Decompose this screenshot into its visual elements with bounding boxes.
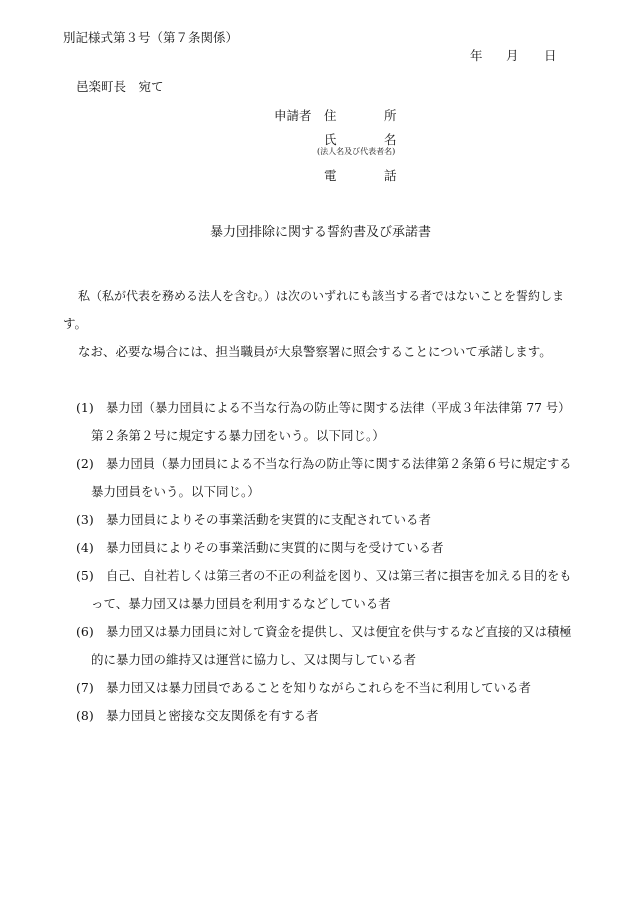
date-day-label: 日 (544, 48, 557, 63)
item-text: 暴力団員（暴力団員による不当な行為の防止等に関する法律第２条第６号に規定する (106, 457, 572, 471)
name-note: (法人名及び代表者名) (317, 147, 396, 156)
item-number: (7) (76, 680, 94, 695)
address-label-1: 住 (324, 108, 337, 123)
pledge-line-1: 私（私が代表を務める法人を含む。）は次のいずれにも該当する者ではないことを誓約しま (78, 289, 565, 303)
phone-label-1: 電 (324, 168, 337, 183)
item-number: (6) (76, 624, 94, 639)
item-text: 暴力団員によりその事業活動に実質的に関与を受けている者 (106, 540, 444, 555)
name-label-2: 名 (384, 132, 397, 147)
item-text: 暴力団員と密接な交友関係を有する者 (106, 708, 319, 723)
item-number: (5) (76, 568, 94, 583)
item-text-continued: 暴力団員をいう。以下同じ。） (91, 484, 260, 499)
document-title: 暴力団排除に関する誓約書及び承諾書 (210, 225, 432, 240)
consent-statement: なお、必要な場合には、担当職員が大泉警察署に照会することについて承諾します。 (78, 344, 552, 359)
item-text: 自己、自社若しくは第三者の不正の利益を図り、又は第三者に損害を加える目的をも (106, 569, 572, 583)
applicant-label: 申請者 (274, 108, 312, 123)
item-number: (8) (76, 708, 94, 723)
item-number: (3) (76, 512, 94, 527)
item-text-continued: 的に暴力団の維持又は運営に協力し、又は関与している者 (91, 652, 417, 667)
item-number: (1) (76, 400, 94, 415)
item-number: (2) (76, 456, 94, 471)
item-text-continued: って、暴力団又は暴力団員を利用するなどしている者 (91, 596, 391, 611)
item-number: (4) (76, 540, 94, 555)
item-text: 暴力団（暴力団員による不当な行為の防止等に関する法律（平成３年法律第 77 号） (106, 401, 571, 415)
address-label-2: 所 (384, 108, 397, 123)
addressee: 邑楽町長 宛て (76, 79, 164, 94)
date-month-label: 月 (506, 48, 519, 63)
item-text: 暴力団又は暴力団員に対して資金を提供し、又は便宜を供与するなど直接的又は積極 (106, 625, 572, 639)
date-year-label: 年 (470, 48, 483, 63)
item-text: 暴力団又は暴力団員であることを知りながらこれらを不当に利用している者 (106, 680, 532, 695)
name-label-1: 氏 (324, 132, 337, 147)
form-number: 別記様式第３号（第７条関係） (63, 30, 239, 45)
item-text-continued: 第２条第２号に規定する暴力団をいう。以下同じ。） (91, 428, 385, 443)
pledge-line-2: す。 (63, 316, 88, 331)
item-text: 暴力団員によりその事業活動を実質的に支配されている者 (106, 512, 432, 527)
phone-label-2: 話 (384, 168, 397, 183)
